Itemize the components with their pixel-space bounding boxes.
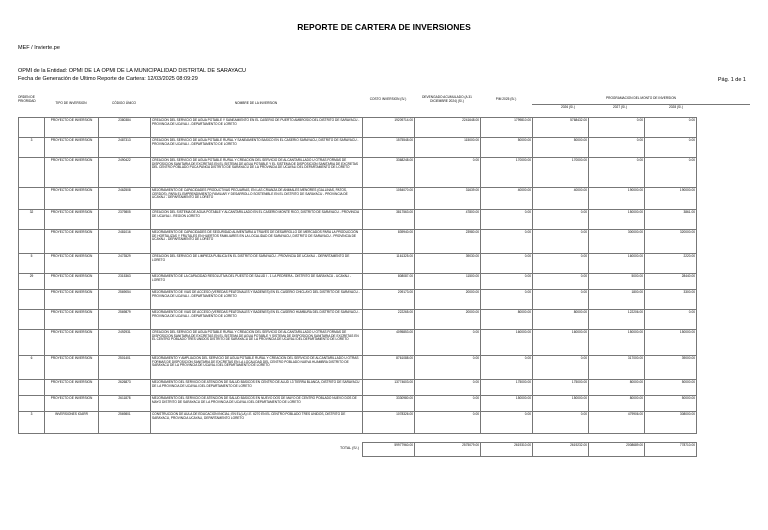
row-devengado: 115000.00	[415, 138, 481, 158]
row-orden: 3	[19, 412, 45, 434]
table-row	[19, 412, 697, 434]
row-2026: 0.00	[533, 230, 589, 254]
row-nombre: CREACION DEL SERVICIO DE AGUA POTABLE RURAL Y CREACION DEL SERVICIO DE ALCANTARILLADO U OTRAS FORMAS DE DISPOSICION SANITARIA DE EXCRETAS EN EL SISTEMA DE AGUA POTABLE Y EL SISTEMA DE DISPOSICION SANITARIA DE EXCRETAS DEL CENTRO POBLADO PUCA PANGA DISTRITO DE SARAYACU DE LA PROVINCIA DE UCAYALI DEL DEPARTAMENTO DE LORETO	[151, 158, 363, 188]
table-row	[19, 230, 697, 254]
header-2028: 2028 (S/.)	[669, 105, 683, 109]
table-row	[19, 138, 697, 158]
row-2026: 160000.00	[533, 330, 589, 356]
header-programacion: PROGRAMACION DEL MONTO DE INVERSION	[606, 96, 676, 100]
row-codigo: 2490422	[99, 158, 151, 188]
row-devengado: 20000.00	[415, 290, 481, 310]
row-nombre: CONSTRUCCION DE AULA DE EDUCACION INICIAL; EN EL(LA) I.E. 6270 EN EL CENTRO POBLADO TRES UNIDOS, DISTRITO DE SARAYACU, PROVINCIA UCAYALI, DEPARTAMENTO LORETO	[151, 412, 363, 434]
table-row	[19, 310, 697, 330]
row-2026: 40000.00	[533, 188, 589, 210]
row-orden	[19, 230, 45, 254]
row-2026: 0.00	[533, 356, 589, 380]
row-pim: 40000.00	[481, 188, 533, 210]
row-tipo: PROYECTO DE INVERSION	[45, 158, 99, 188]
table-row	[19, 254, 697, 274]
table-row	[19, 118, 697, 138]
row-devengado: 11500.00	[415, 274, 481, 290]
row-orden	[19, 188, 45, 210]
row-pim: 0.00	[481, 230, 533, 254]
row-2027: 160000.00	[589, 254, 645, 274]
row-2028: 308000.00	[645, 412, 697, 434]
row-costo: 1054070.00	[363, 188, 415, 210]
row-2026: 175000.00	[533, 380, 589, 396]
table-row	[19, 158, 697, 188]
row-2026: 0.00	[533, 210, 589, 230]
row-nombre: MEJORAMIENTO DE CAPACIDADES DE SEGURIDAD ALIMENTARIA A TRAVÉS DE DESARROLLO DE MERCADOS PARA LA PRODUCCIÓN DE HORTALIZAS Y FRUTALES EN HUERTOS FAMILIARES EN LA LOCALIDAD DE SARAYACU, DISTRITO DE SARAYACU - PROVINCIA DE UCAYALI - DEPARTAMENTO DE LORETO	[151, 230, 363, 254]
row-2028: 50000.00	[645, 380, 697, 396]
row-2027: 150000.00	[589, 210, 645, 230]
row-nombre: CREACION DEL SERVICIO DE LIMPIEZA PUBLICA EN EL DISTRITO DE SARAYACU - PROVINCIA DE UCAYALI - DEPARTAMENTO DE LORETO	[151, 254, 363, 274]
row-costo: 3368248.00	[363, 158, 415, 188]
table-row	[19, 330, 697, 356]
row-2028: 0.00	[645, 158, 697, 188]
table-row	[19, 396, 697, 412]
row-pim: 0.00	[481, 290, 533, 310]
row-nombre: MEJORAMIENTO DE VIAS DE ACCESO (VEREDAS PEATONALES Y BADENES) EN EL CASERIO HUMBURA DEL DISTRITO DE SARAYACU - PROVINCIA DE UCAYALI - DEPARTAMENTO DE LORETO	[151, 310, 363, 330]
row-codigo: 2501401	[99, 356, 151, 380]
table-row	[19, 380, 697, 396]
row-orden: 3	[19, 138, 45, 158]
row-devengado: 2241648.00	[415, 118, 481, 138]
row-costo: 1078326.00	[363, 412, 415, 434]
row-orden	[19, 118, 45, 138]
row-nombre: MEJORAMIENTO DE VIAS DE ACCESO (VEREDAS PEATONALES Y BADENES) EN EL CASERIO CHICLAYO DEL DISTRITO DE SARAYACU - PROVINCIA DE UCAYALI - DEPARTAMENTO DE LORETO	[151, 290, 363, 310]
row-nombre: MEJORAMIENTO DEL SERVICIO DE ATENCIÓN DE SALUD BÁSICOS EN CENTRO DE ALUD I-3 TIERRA BLANCA, DISTRITO DE SARAYACU DE LA PROVINCIA DE UCAYALI DEL DEPARTAMENTO DE LORETO	[151, 380, 363, 396]
row-codigo: 2569054	[99, 290, 151, 310]
total-2027: 2008689.00	[589, 443, 645, 457]
row-tipo: PROYECTO DE INVERSION	[45, 356, 99, 380]
row-devengado: 0.00	[415, 412, 481, 434]
row-orden	[19, 290, 45, 310]
row-2028: 150000.00	[645, 330, 697, 356]
row-devengado: 47800.00	[415, 210, 481, 230]
row-codigo: 2315363	[99, 274, 151, 290]
row-pim: 175000.00	[481, 380, 533, 396]
row-nombre: MEJORAMIENTO DE LA CAPACIDAD RESOLUTIVA DEL PUESTO DE SALUD I - 1 LA PEDRERA - DISTRITO DE SARAYACU - UCAYALI - LORETO	[151, 274, 363, 290]
row-2028: 3300.00	[645, 290, 697, 310]
row-tipo: PROYECTO DE INVERSION	[45, 210, 99, 230]
header-orden: ORDEN DE PRIORIDAD	[18, 95, 36, 103]
row-2027: 80000.00	[589, 396, 645, 412]
row-devengado: 0.00	[415, 380, 481, 396]
header-costo: COSTO INVERSION (S/.)	[369, 97, 407, 101]
row-codigo: 2462508	[99, 188, 151, 210]
row-devengado: 39030.00	[415, 254, 481, 274]
row-2027: 300000.00	[589, 230, 645, 254]
row-costo: 19209714.00	[363, 118, 415, 138]
row-costo: 222265.00	[363, 310, 415, 330]
header-pim: PIM 2025 (S/.)	[495, 97, 517, 101]
row-devengado: 0.00	[415, 356, 481, 380]
total-2026: 2619232.00	[533, 443, 589, 457]
row-pim: 170000.00	[481, 158, 533, 188]
table-row	[19, 188, 697, 210]
row-codigo: 2379805	[99, 210, 151, 230]
report-title: REPORTE DE CARTERA DE INVERSIONES	[297, 22, 471, 32]
row-codigo: 2473529	[99, 254, 151, 274]
row-pim: 1799810.00	[481, 118, 533, 138]
row-codigo: 2492931	[99, 330, 151, 356]
row-2026: 80000.00	[533, 310, 589, 330]
row-devengado: 0.00	[415, 396, 481, 412]
row-orden	[19, 158, 45, 188]
row-devengado: 23980.00	[415, 230, 481, 254]
row-pim: 80000.00	[481, 310, 533, 330]
row-tipo: PROYECTO DE INVERSION	[45, 188, 99, 210]
row-codigo: 2481016	[99, 230, 151, 254]
row-devengado: 0.00	[415, 330, 481, 356]
row-costo: 4095853.00	[363, 330, 415, 356]
row-tipo: INVERSIONES IOARR	[45, 412, 99, 434]
row-2027: 5000.00	[589, 274, 645, 290]
row-costo: 13774603.00	[363, 380, 415, 396]
row-2027: 150000.00	[589, 330, 645, 356]
investment-table	[18, 117, 697, 434]
row-2026: 150000.00	[533, 396, 589, 412]
row-tipo: PROYECTO DE INVERSION	[45, 330, 99, 356]
row-2028: 190000.00	[645, 188, 697, 210]
row-2028: 0.00	[645, 138, 697, 158]
row-tipo: PROYECTO DE INVERSION	[45, 396, 99, 412]
total-pim: 2619310.00	[481, 443, 533, 457]
row-2026: 0.00	[533, 274, 589, 290]
row-orden	[19, 380, 45, 396]
row-orden	[19, 310, 45, 330]
row-2027: 0.00	[589, 118, 645, 138]
row-codigo: 2569801	[99, 412, 151, 434]
source-label: MEF / Invierte.pe	[18, 45, 60, 51]
table-row	[19, 210, 697, 230]
table-body	[19, 118, 697, 434]
row-tipo: PROYECTO DE INVERSION	[45, 274, 99, 290]
row-codigo: 2569879	[99, 310, 151, 330]
row-2027: 317000.00	[589, 356, 645, 380]
row-2026: 170000.00	[533, 158, 589, 188]
header-2026: 2026 (S/.)	[561, 105, 575, 109]
row-nombre: MEJORAMIENTO DE CAPACIDADES PRODUCTIVAS PECUARIAS, EN LAS CRIANZA DE ANIMALES MENORES (GALLINAS, PATOS, CERDOS), PARA EL EMPRENDIMIENTO FAMILIAR Y DESARROLLO SOSTENIBLE EN EL DISTRITO DE SARAYACU - PROVINCIA DE UCAYALI - DEPARTAMENTO DE LORETO	[151, 188, 363, 210]
row-2027: 479906.00	[589, 412, 645, 434]
row-codigo: 2626873	[99, 380, 151, 396]
row-nombre: MEJORAMIENTO DEL SERVICIO DE ATENCIÓN DE SALUD BÁSICOS EN NUEVO DOS DE MAYO DE CENTRO POBLADO NUEVO DOS DE MAYO DISTRITO DE SARAYACU DE LA PROVINCIA DE UCAYALI DEL DEPARTAMENTO DE LORETO	[151, 396, 363, 412]
row-nombre: CREACION DEL SERVICIO DE AGUA POTABLE RURAL Y SANEAMIENTO BASICO EN EL CASERIO SARAYACU, DISTRITO DE SARAYACU - PROVINCIA DE UCAYALI - DEPARTAMENTO DE LORETO	[151, 138, 363, 158]
row-pim: 0.00	[481, 210, 533, 230]
row-nombre: CREACION DEL SERVICIO DE AGUA POTABLE Y SANEAMIENTO EN EL CASERIO DE PUERTO AMBROSIO DEL DISTRITO DE SARAYACU - PROVINCIA DE UCAYALI - DEPARTAMENTO DE LORETO	[151, 118, 363, 138]
row-2027: 80000.00	[589, 380, 645, 396]
row-nombre: CREACION DEL SERVICIO DE AGUA POTABLE RURAL Y CREACION DEL SERVICIO DE ALCANTARILLADO U OTRAS FORMAS DE DISPOSICION SANITARIA DE EXCRETAS EN EL SISTEMA DE AGUA POTABLE Y SISTEMA DE DISPOSICION SANITARIA DE EXCRETAS EN EL CENTRO POBLADO TRES UNIDOS DISTRITO DE SARAYACU DE LA PROVINCIA DE UCAYALI DEL DEPARTAMENTO DE LORETO	[151, 330, 363, 356]
row-devengado: 20000.00	[415, 310, 481, 330]
row-pim: 0.00	[481, 254, 533, 274]
row-tipo: PROYECTO DE INVERSION	[45, 254, 99, 274]
row-2028: 2220.00	[645, 254, 697, 274]
page-number: Pág. 1 de 1	[717, 77, 746, 83]
row-2028: 0.00	[645, 118, 697, 138]
row-nombre: MEJORAMIENTO Y AMPLIACION DEL SERVICIO DE AGUA POTABLE RURAL Y CREACION DEL SERVICIO DE ALCANTARILLADO U OTRAS FORMAS DE DISPOSICION SANITARIA DE EXCRETAS EN LA LOCALIDAD DEL CENTRO POBLADO NUEVA HUAMBRA DISTRITO DE SARAYACU DE LA PROVINCIA DE UCAYALI DEL DEPARTAMENTO DE LORETO	[151, 356, 363, 380]
row-2026: 5768432.00	[533, 118, 589, 138]
totals-row	[363, 443, 697, 457]
row-codigo: 2487313	[99, 138, 151, 158]
row-costo: 1575548.00	[363, 138, 415, 158]
generated-line: Fecha de Generación de Ultimo Reporte de Cartera: 12/03/2025 08:09:29	[18, 76, 198, 82]
row-orden	[19, 330, 45, 356]
entity-line: OPMI de la Entidad: OPMI DE LA OPMI DE LA MUNICIPALIDAD DISTRITAL DE SARAYACU	[18, 68, 247, 74]
total-costo: 59977960.00	[363, 443, 415, 457]
row-2028: 320000.00	[645, 230, 697, 254]
row-2027: 0.00	[589, 158, 645, 188]
row-tipo: PROYECTO DE INVERSION	[45, 230, 99, 254]
total-2028: 778710.00	[645, 443, 697, 457]
row-2028: 39000.00	[645, 356, 697, 380]
row-costo: 839940.00	[363, 230, 415, 254]
row-costo: 8761088.00	[363, 356, 415, 380]
row-nombre: CREACION DEL SISTEMA DE AGUA POTABLE Y ALCANTARILLADO EN EL CASERIO MONTE RICO, DISTRITO DE SARAYACU - PROVINCIA DE UCAYALI - REGION LORETO	[151, 210, 363, 230]
row-2027: 122206.00	[589, 310, 645, 330]
total-label: TOTAL (S/.)	[340, 446, 359, 450]
table-row	[19, 290, 697, 310]
row-2026: 0.00	[533, 412, 589, 434]
header-tipo: TIPO DE INVERSION	[55, 101, 87, 105]
header-2027: 2027 (S/.)	[613, 105, 627, 109]
row-tipo: PROYECTO DE INVERSION	[45, 380, 99, 396]
row-tipo: PROYECTO DE INVERSION	[45, 118, 99, 138]
row-pim: 150000.00	[481, 396, 533, 412]
row-devengado: 0.00	[415, 158, 481, 188]
row-tipo: PROYECTO DE INVERSION	[45, 290, 99, 310]
row-pim: 0.00	[481, 356, 533, 380]
row-costo: 3330980.00	[363, 396, 415, 412]
row-devengado: 31639.00	[415, 188, 481, 210]
row-2028: 0.00	[645, 310, 697, 330]
row-2027: 0.00	[589, 138, 645, 158]
row-costo: 808087.00	[363, 274, 415, 290]
row-pim: 0.00	[481, 274, 533, 290]
row-2027: 190000.00	[589, 188, 645, 210]
row-2028: 50000.00	[645, 396, 697, 412]
table-row	[19, 274, 697, 290]
row-pim: 0.00	[481, 412, 533, 434]
row-2027: 1800.00	[589, 290, 645, 310]
row-pim: 160000.00	[481, 330, 533, 356]
row-2026: 0.00	[533, 254, 589, 274]
row-tipo: PROYECTO DE INVERSION	[45, 310, 99, 330]
row-2028: 28440.00	[645, 274, 697, 290]
row-codigo: 2380384	[99, 118, 151, 138]
table-row	[19, 356, 697, 380]
total-devengado: 2575079.00	[415, 443, 481, 457]
row-pim: 50000.00	[481, 138, 533, 158]
row-costo: 209173.00	[363, 290, 415, 310]
row-codigo: 2611878	[99, 396, 151, 412]
row-orden: 6	[19, 356, 45, 380]
row-costo: 1161325.00	[363, 254, 415, 274]
totals-table	[362, 442, 697, 457]
row-orden: 5	[19, 254, 45, 274]
header-devengado: DEVENGADO ACUMULADO (A 31 DICIEMBRE 2024) (S/.)	[422, 95, 472, 103]
row-orden: 32	[19, 210, 45, 230]
row-2028: 3861.00	[645, 210, 697, 230]
row-tipo: PROYECTO DE INVERSION	[45, 138, 99, 158]
row-orden	[19, 396, 45, 412]
row-2026: 0.00	[533, 290, 589, 310]
row-costo: 3817563.00	[363, 210, 415, 230]
header-codigo: CÓDIGO ÚNICO	[111, 101, 137, 105]
row-2026: 50000.00	[533, 138, 589, 158]
header-nombre: NOMBRE DE LA INVERSION	[234, 101, 278, 105]
row-orden: 29	[19, 274, 45, 290]
